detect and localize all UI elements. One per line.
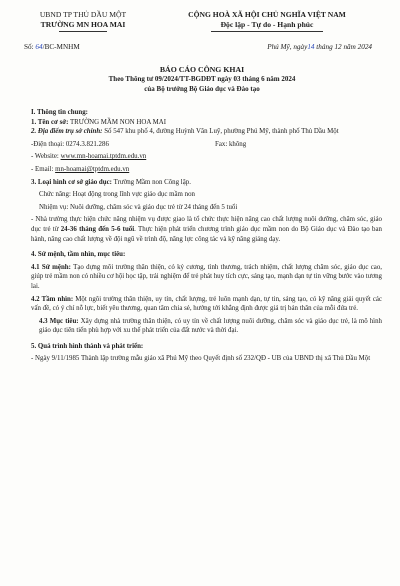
issuer-department: UBND TP THỦ DẦU MỘT — [39, 10, 127, 19]
facility-address-label: 2. Địa điểm trụ sở chính: — [31, 128, 103, 136]
national-title: CỘNG HOÀ XÃ HỘI CHỦ NGHĨA VIỆT NAM — [188, 10, 346, 19]
facility-type-label: 3. Loại hình cơ sở giáo dục: — [31, 178, 112, 186]
goal-label: 4.3 Mục tiêu: — [39, 317, 79, 325]
issuer-school: TRƯỜNG MN HOA MAI — [40, 20, 126, 29]
goal-text: Xây dựng nhà trường thân thiện, có uy tín về chất lượng nuôi dưỡng, chăm sóc và giáo dục trẻ, là mô hình giáo dục tiên tiến phù hợp với xu thế phát triển của đất nước và thời đại. — [39, 317, 382, 335]
facility-name-label: 1. Tên cơ sở: — [31, 118, 69, 126]
contact-phone-fax — [22, 140, 382, 150]
facility-name — [22, 118, 382, 128]
website-link[interactable]: www.mn-hoamai.tptdm.edu.vn — [60, 153, 147, 161]
facility-note-part2: . Thực hiện phát triển chương trình giáo dục mầm non do Bộ Giáo dục và Đào tạo ban hành, nâng cao chất lượng về đội ngũ về trình độ, năng lực công tác và kỹ năng giảng dạy. — [31, 225, 382, 243]
report-body — [22, 108, 382, 364]
facility-note-age-range: 24-36 tháng đến 5-6 tuổi — [60, 225, 135, 233]
date-prefix: Phú Mỹ, ngày — [267, 43, 308, 51]
facility-address — [22, 127, 382, 137]
number-prefix: Số: — [24, 43, 36, 51]
report-issuer: của Bộ trưởng Bộ Giáo dục và Đào tạo — [144, 84, 260, 93]
facility-type-value: Trường Mầm non Công lập. — [111, 178, 191, 186]
mission-paragraph — [22, 263, 382, 292]
facility-address-value: Số 547 khu phố 4, đường Huỳnh Văn Luỹ, phường Phú Mỹ, thành phố Thủ Dầu Một — [102, 128, 339, 136]
facility-name-value: TRƯỜNG MẦM NON HOA MAI — [68, 118, 167, 126]
contact-email — [22, 165, 382, 175]
report-basis: Theo Thông tư 09/2024/TT-BGDĐT ngày 03 tháng 6 năm 2024 — [108, 75, 296, 83]
phone-number: -Điện thoại: 0274.3.821.286 — [31, 140, 109, 148]
section-mission-heading: 4. Sứ mệnh, tầm nhìn, mục tiêu: — [31, 251, 126, 259]
document-date — [267, 43, 382, 51]
facility-note-part1: - Nhà trường thực hiện chức năng nhiệm vụ được giao là tổ chức thực hiện nâng cao chất lượng nuôi dưỡng, chăm sóc, giáo dục trẻ từ — [31, 216, 382, 233]
email-label: - Email: — [31, 165, 56, 173]
facility-function: Chức năng: Hoạt động trong lĩnh vực giáo dục mầm non — [39, 191, 195, 199]
motto-underline — [211, 31, 323, 32]
number-handwritten: 64 — [35, 43, 43, 51]
facility-type — [22, 178, 382, 188]
date-handwritten-day: 14 — [307, 43, 315, 51]
section-history-heading: 5. Quá trình hình thành và phát triển: — [31, 342, 144, 350]
history-item: - Ngày 9/11/1985 Thành lập trường mẫu giáo xã Phú Mỹ theo Quyết định số 232/QĐ - UB của UBND thị xã Thủ Dầu Một — [31, 355, 371, 363]
national-heading-block — [152, 10, 382, 32]
section-general-heading: I. Thông tin chung: — [31, 109, 88, 116]
number-date-row — [22, 43, 382, 51]
date-suffix: tháng 12 năm 2024 — [314, 43, 372, 51]
website-label: - Website: — [31, 153, 61, 161]
email-link[interactable]: mn-hoamai@tptdm.edu.vn — [55, 165, 130, 173]
mission-text: Tạo dựng môi trường thân thiện, có kỷ cương, tình thương, trách nhiệm, chất lượng chăm sóc, giáo dục cao, giúp trẻ mầm non có nhiều cơ hội học tập, trải nghiệm để trẻ phát huy tích cực, sáng tạo, mạnh dạn tự tin vững bước vào tương lai. — [31, 263, 382, 290]
fax-number: Fax: không — [215, 140, 247, 148]
vision-label: 4.2 Tầm nhìn: — [31, 295, 74, 303]
document-header — [22, 10, 382, 32]
facility-note — [22, 215, 382, 244]
document-number — [22, 43, 80, 51]
national-motto: Độc lập - Tự do - Hạnh phúc — [220, 20, 314, 29]
number-suffix: /BC-MNHM — [42, 43, 80, 51]
issuer-underline — [59, 31, 107, 32]
vision-text: Một ngôi trường thân thiện, uy tín, chất lượng, trẻ luôn mạnh dạn, tự tin, sáng tạo, có kỹ năng giải quyết các vấn đề, có ý chí nỗ lực, biết yêu thương, quan tâm chia sẻ, hướng tới khẳng định được giá trị bản thân của mỗi đứa trẻ. — [31, 295, 382, 313]
goal-paragraph — [22, 317, 382, 336]
mission-label: 4.1 Sứ mệnh: — [31, 263, 71, 271]
vision-paragraph — [22, 295, 382, 314]
report-title: BÁO CÁO CÔNG KHAI — [159, 65, 245, 74]
facility-duty: Nhiệm vụ: Nuôi dưỡng, chăm sóc và giáo dục trẻ từ 24 tháng đến 5 tuổi — [39, 203, 238, 211]
issuer-block — [22, 10, 144, 32]
contact-website — [22, 152, 382, 162]
